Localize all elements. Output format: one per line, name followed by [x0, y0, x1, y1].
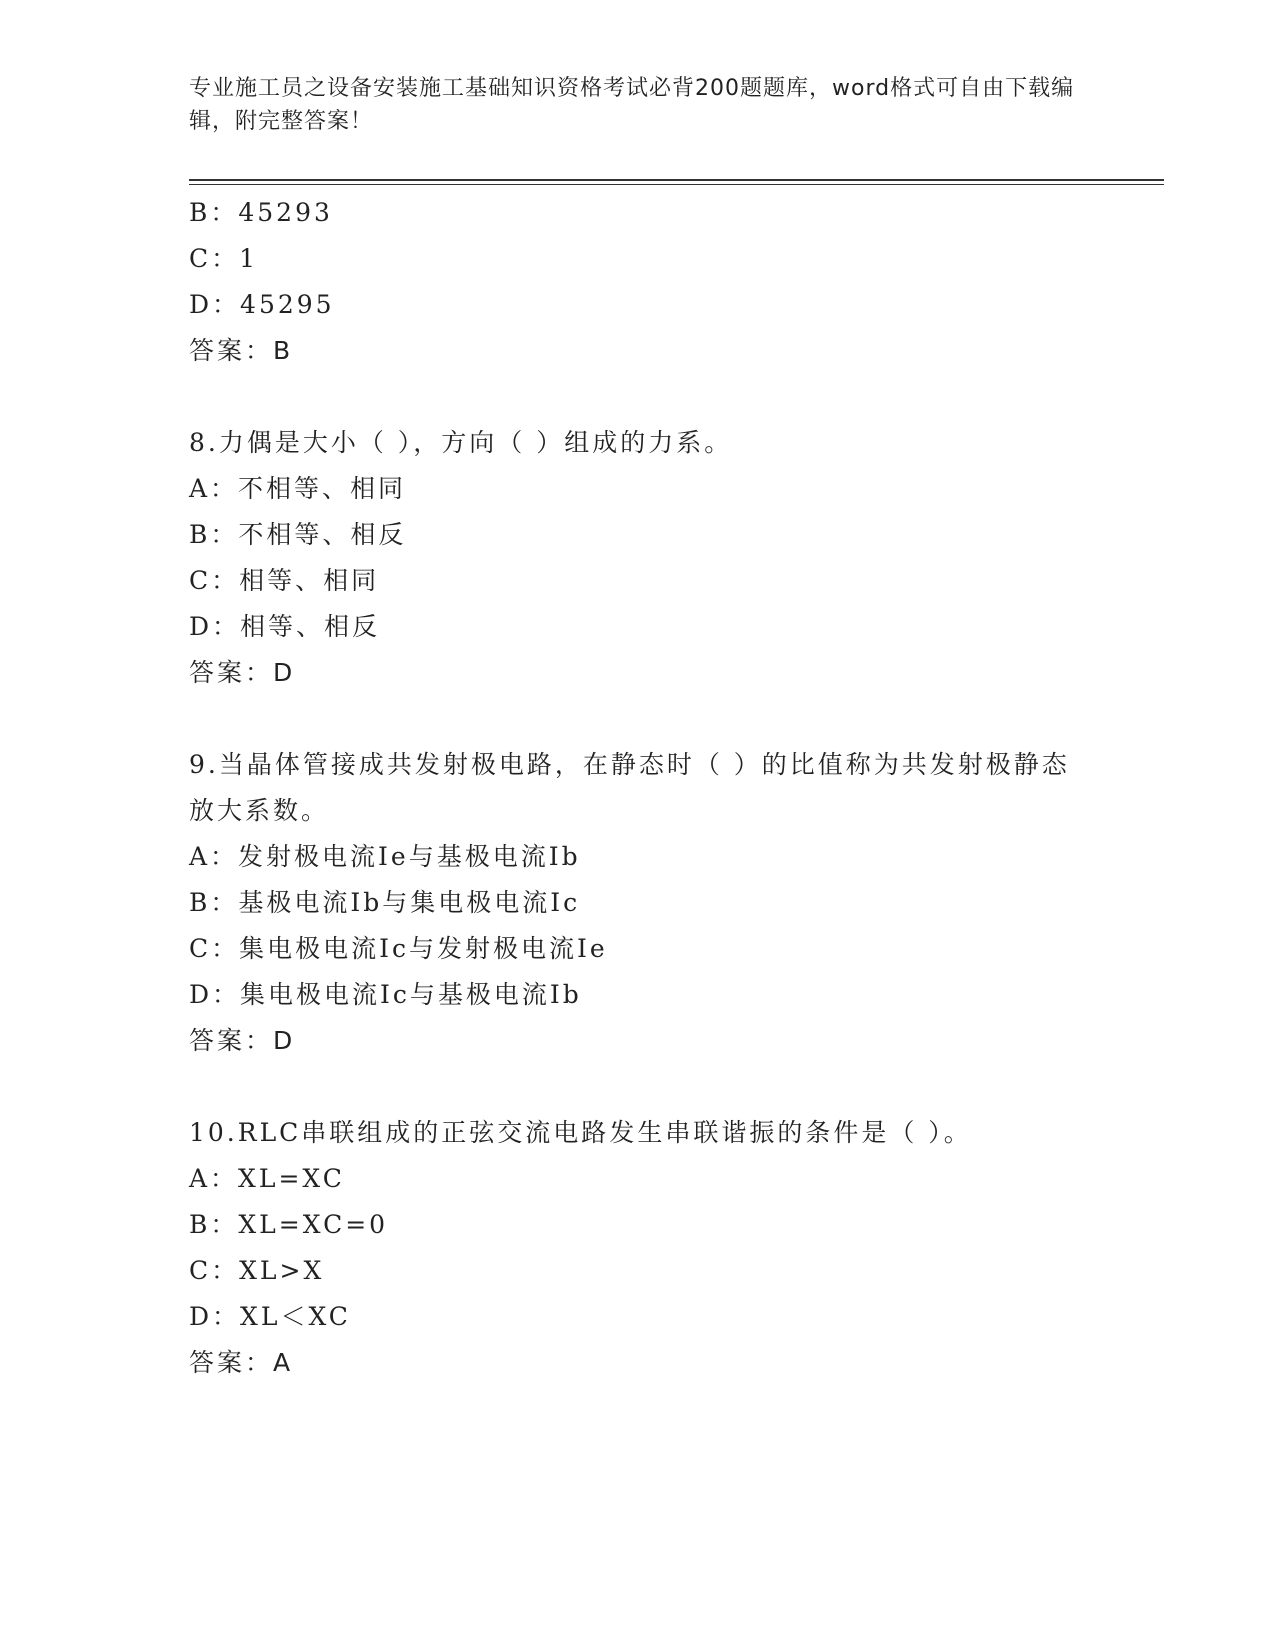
question-block-8 — [189, 420, 1089, 696]
option-c: C：相等、相同 — [189, 566, 380, 595]
question-block-10 — [189, 1110, 1089, 1386]
answer: 答案：D — [189, 1026, 296, 1055]
option-b: B：基极电流Ib与集电极电流Ic — [189, 888, 581, 917]
option-b: B：XL=XC=0 — [189, 1210, 389, 1239]
answer: 答案：A — [189, 1348, 294, 1377]
option-a: A：XL=XC — [189, 1164, 345, 1193]
document-body — [189, 190, 1089, 1386]
header-divider-thick — [189, 179, 1164, 181]
question-text: 10.RLC串联组成的正弦交流电路发生串联谐振的条件是（ ）。 — [189, 1118, 972, 1147]
option-a: A：不相等、相同 — [189, 474, 407, 503]
question-block-9 — [189, 742, 1089, 1064]
option-a: A：发射极电流Ie与基极电流Ib — [189, 842, 581, 871]
header-divider-thin — [189, 184, 1164, 185]
option-b: B：45293 — [189, 198, 333, 227]
option-d: D：45295 — [189, 290, 335, 319]
option-c: C：1 — [189, 244, 259, 273]
option-c: C：集电极电流Ic与发射极电流Ie — [189, 934, 608, 963]
option-b: B：不相等、相反 — [189, 520, 407, 549]
question-text: 9.当晶体管接成共发射极电路，在静态时（ ）的比值称为共发射极静态放大系数。 — [189, 750, 1070, 825]
option-d: D：XL＜XC — [189, 1302, 351, 1331]
answer: 答案：B — [189, 336, 294, 365]
page-header: 专业施工员之设备安装施工基础知识资格考试必背200题题库，word格式可自由下载编辑，附完整答案！ — [189, 76, 1075, 134]
question-text: 8.力偶是大小（ ），方向（ ）组成的力系。 — [189, 428, 733, 457]
option-d: D：相等、相反 — [189, 612, 381, 641]
option-d: D：集电极电流Ic与基极电流Ib — [189, 980, 582, 1009]
question-block-7 — [189, 190, 1089, 374]
answer: 答案：D — [189, 658, 296, 687]
option-c: C：XL>X — [189, 1256, 325, 1285]
